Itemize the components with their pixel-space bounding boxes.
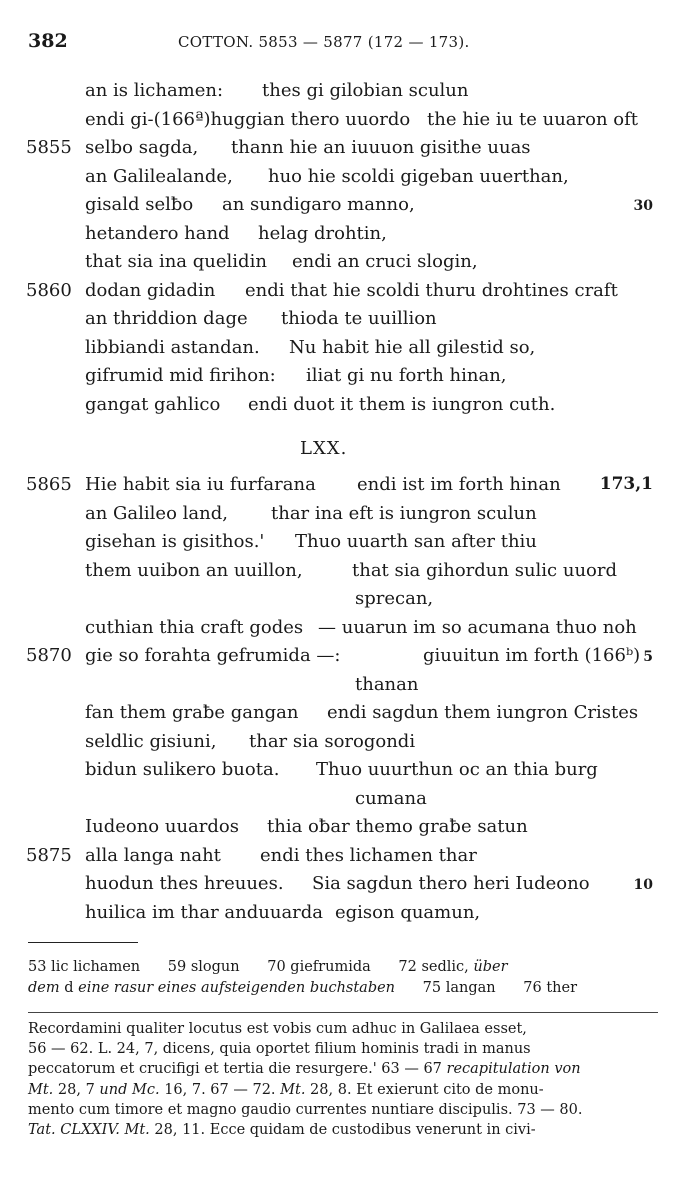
half-line-b: Sia sagdun thero heri Iudeono bbox=[312, 873, 590, 894]
verse-line bbox=[0, 394, 687, 423]
half-line-a: alla langa naht bbox=[85, 844, 221, 866]
verse-line-continuation bbox=[0, 588, 687, 617]
note-line: Mt. 28, 7 und Mc. 16, 7. 67 — 72. Mt. 28, 8. Et exierunt cito de monu- bbox=[28, 1081, 544, 1098]
half-line-a: seldlic gisiuni, bbox=[85, 730, 217, 752]
verse-line bbox=[0, 531, 687, 560]
note-line: Recordamini qualiter locutus est vobis cum adhuc in Galilaea esset, bbox=[28, 1021, 527, 1037]
verse-line bbox=[0, 759, 687, 788]
verse-line bbox=[0, 194, 687, 223]
verse-line bbox=[0, 474, 687, 503]
half-line-a: dodan gidadin bbox=[85, 279, 216, 301]
half-line-a: an Galilealande, bbox=[85, 165, 233, 187]
note-line: 56 — 62. L. 24, 7, dicens, quia oportet filium hominis tradi in manus bbox=[28, 1041, 531, 1058]
half-line-b: thes gi gilobian sculun bbox=[262, 80, 469, 101]
note-line: Tat. CLXXIV. Mt. 28, 11. Ecce quidam de custodibus venerunt in civi- bbox=[28, 1122, 536, 1139]
half-line-b: thar sia sorogondi bbox=[249, 730, 416, 752]
half-line-b: endi thes lichamen thar bbox=[260, 844, 477, 866]
half-line-b: Thuo uuurthun oc an thia burg bbox=[316, 759, 598, 780]
half-line-b: huo hie scoldi gigeban uuerthan, bbox=[268, 165, 569, 187]
half-line-b: egison quamun, bbox=[335, 901, 481, 923]
apparatus-line: dem d eine rasur eines aufsteigenden buchstaben 75 langan 76 ther bbox=[28, 980, 578, 996]
line-number: 5860 bbox=[26, 279, 72, 301]
verse-line bbox=[0, 137, 687, 166]
verse-line bbox=[0, 560, 687, 589]
verse-line bbox=[0, 503, 687, 532]
continuation-text: sprecan, bbox=[355, 588, 434, 609]
verse-line-continuation bbox=[0, 788, 687, 817]
verse-line bbox=[0, 365, 687, 394]
verse-line bbox=[0, 731, 687, 760]
margin-number: 30 bbox=[633, 198, 653, 214]
page-header bbox=[28, 30, 668, 56]
half-line-a: an is lichamen: bbox=[85, 80, 224, 101]
half-line-a: gangat gahlico bbox=[85, 393, 221, 415]
half-line-a: hetandero hand bbox=[85, 222, 230, 244]
half-line-b: endi duot it them is iungron cuth. bbox=[248, 393, 556, 415]
half-line-b: endi an cruci slogin, bbox=[292, 251, 478, 272]
section-heading bbox=[0, 422, 687, 474]
continuation-text: thanan bbox=[355, 673, 419, 695]
half-line-b: iliat gi nu forth hinan, bbox=[306, 365, 507, 386]
half-line-b: — uuarun im so acumana thuo noh bbox=[318, 616, 637, 638]
half-line-a: gifrumid mid firihon: bbox=[85, 365, 276, 386]
half-line-b: helag drohtin, bbox=[258, 222, 387, 244]
half-line-a: libbiandi astandan. bbox=[85, 336, 260, 358]
half-line-a: gie so forahta gefrumida —: bbox=[85, 645, 341, 666]
verse-line bbox=[0, 902, 687, 931]
half-line-a: them uuibon an uuillon, bbox=[85, 559, 303, 581]
line-number: 5865 bbox=[26, 474, 72, 495]
apparatus-rule bbox=[28, 942, 138, 943]
half-line-b: Nu habit hie all gilestid so, bbox=[289, 336, 536, 358]
half-line-a: selbo sagda, bbox=[85, 137, 199, 158]
half-line-b: thar ina eft is iungron sculun bbox=[271, 502, 537, 524]
half-line-a: gisehan is gisithos.' bbox=[85, 531, 265, 552]
half-line-b: endi ist im forth hinan bbox=[357, 474, 561, 495]
half-line-a: gisald selƀo bbox=[85, 194, 194, 215]
half-line-a: Hie habit sia iu furfarana bbox=[85, 474, 316, 495]
margin-number: 5 bbox=[643, 649, 653, 665]
verse-line bbox=[0, 280, 687, 309]
half-line-a: endi gi-(166ª)huggian thero uuordo bbox=[85, 108, 411, 130]
half-line-b: thia oƀar themo graƀe satun bbox=[267, 816, 528, 837]
verse-line-continuation bbox=[0, 674, 687, 703]
apparatus-line: 53 lic lichamen 59 slogun 70 giefrumida 72 sedlic, über bbox=[28, 959, 508, 975]
critical-apparatus bbox=[28, 957, 668, 999]
half-line-b: Thuo uuarth san after thiu bbox=[295, 531, 537, 552]
verse-text bbox=[0, 80, 687, 930]
note-line: peccatorum et crucifigi et tertia die resurgere.' 63 — 67 recapitulation von bbox=[28, 1061, 581, 1078]
running-title: COTTON. 5853 — 5877 (172 — 173). bbox=[178, 33, 470, 51]
line-number: 5855 bbox=[26, 137, 72, 158]
half-line-b: endi that hie scoldi thuru drohtines craft bbox=[245, 279, 618, 301]
half-line-b: an sundigaro manno, bbox=[222, 194, 415, 215]
half-line-b: thann hie an iuuuon gisithe uuas bbox=[231, 137, 531, 158]
half-line-b: the hie iu te uuaron oft bbox=[427, 108, 639, 130]
half-line-a: bidun sulikero buota. bbox=[85, 759, 280, 780]
verse-line bbox=[0, 337, 687, 366]
half-line-a: huilica im thar anduuarda bbox=[85, 901, 324, 923]
verse-line bbox=[0, 702, 687, 731]
verse-line bbox=[0, 845, 687, 874]
note-line: mento cum timore et magno gaudio currentes nuntiare discipulis. 73 — 80. bbox=[28, 1101, 583, 1118]
half-line-b: endi sagdun them iungron Cristes bbox=[327, 702, 639, 723]
verse-line bbox=[0, 223, 687, 252]
verse-line bbox=[0, 816, 687, 845]
source-notes bbox=[28, 1019, 628, 1140]
section-number: LXX. bbox=[300, 438, 348, 459]
margin-number: 173,1 bbox=[599, 474, 653, 494]
verse-line bbox=[0, 617, 687, 646]
half-line-a: Iudeono uuardos bbox=[85, 816, 239, 837]
half-line-a: huodun thes hreuues. bbox=[85, 873, 284, 894]
verse-line bbox=[0, 166, 687, 195]
half-line-b: that sia gihordun sulic uuord bbox=[352, 559, 617, 581]
continuation-text: cumana bbox=[355, 787, 427, 809]
line-number: 5875 bbox=[26, 844, 72, 866]
half-line-a: cuthian thia craft godes bbox=[85, 616, 304, 638]
half-line-a: that sia ina quelidin bbox=[85, 251, 267, 272]
half-line-a: fan them graƀe gangan bbox=[85, 702, 299, 723]
half-line-a: an thriddion dage bbox=[85, 308, 248, 329]
verse-line bbox=[0, 109, 687, 138]
verse-line bbox=[0, 80, 687, 109]
verse-line bbox=[0, 308, 687, 337]
verse-line bbox=[0, 645, 687, 674]
verse-line bbox=[0, 251, 687, 280]
half-line-a: an Galileo land, bbox=[85, 502, 228, 524]
line-number: 5870 bbox=[26, 645, 72, 666]
margin-number: 10 bbox=[633, 877, 653, 893]
notes-rule bbox=[28, 1012, 658, 1013]
half-line-b: giuuitun im forth (166ᵇ) bbox=[423, 645, 641, 666]
page-number: 382 bbox=[28, 30, 68, 52]
half-line-b: thioda te uuillion bbox=[281, 308, 437, 329]
verse-line bbox=[0, 873, 687, 902]
